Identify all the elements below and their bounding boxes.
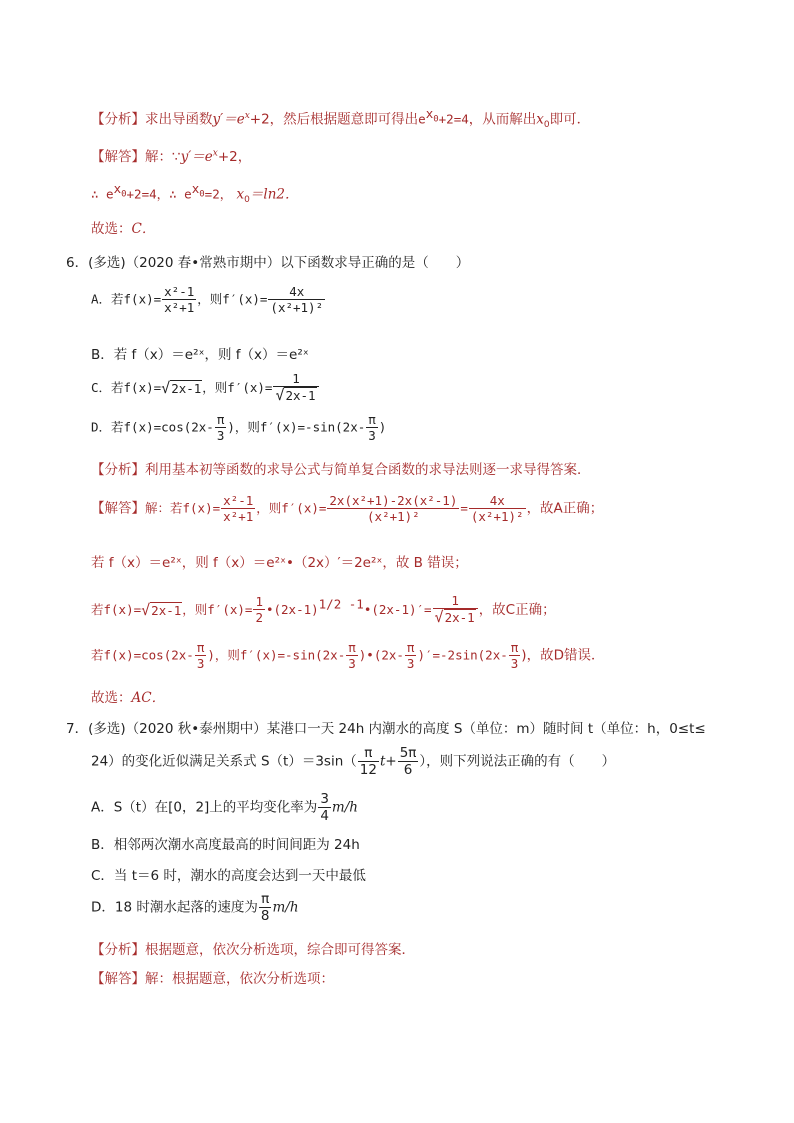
p7-option-a: A．S（t）在[0，2]上的平均变化率为 $\frac{3}{4}$ m/h	[91, 791, 358, 825]
p5-choose-line: 故选：C．	[91, 221, 156, 237]
fraction: $\frac{\pi}{3}$	[368, 412, 376, 444]
fraction: $\frac{3}{4}$	[320, 791, 329, 825]
p6-choose: 故选：AC．	[91, 690, 166, 706]
p6-option-c: C．若f(x)=√2x-1，则f′(x)= $\frac{1}{√2x-1}$	[91, 372, 320, 404]
p7-answer: 【解答】解：根据题意，依次分析选项：	[91, 971, 334, 987]
sqrt: √2x-1	[141, 600, 182, 619]
p6-option-d: D．若f(x)=cos(2x- $\frac{\pi}{3}$ )，则f′(x)=-sin(2x- $\frac{\pi}{3}$ )	[91, 412, 387, 444]
sqrt: √2x-1	[161, 378, 202, 397]
fraction: $\frac{1}{√2x-1}$	[433, 594, 478, 626]
fraction: $\frac{\pi}{12}$	[359, 745, 377, 779]
fraction: $\frac{\pi}{3}$	[216, 412, 225, 444]
fraction: $\frac{1}{2}$	[255, 594, 263, 626]
fraction: $\frac{4x}{\text{(x²+1)²}}$	[470, 493, 524, 525]
fraction: $\frac{\text{2x(x²+1)-2x(x²-1)}}{\text{(x²+1)²}}$	[329, 493, 458, 525]
fraction: $\frac{4x}{\text{(x²+1)²}}$	[270, 284, 324, 316]
p6-answer-d: 若f(x)=cos(2x- $\frac{\pi}{3}$ )，则f′(x)=-sin(2x- $\frac{\pi}{3}$ )•(2x- $\frac{\pi}{3}$ )′=-2sin(2x- $\frac{\pi}{3}$ )，故D错误．	[91, 640, 605, 672]
fraction: $\frac{5\pi}{6}$	[399, 745, 417, 779]
p5-derivation-line: ∴ $e^{x_0}+2=4$，∴ $e^{x_0}=2$， $x_0=\ln 2$．	[91, 181, 299, 206]
fraction: $\frac{\pi}{3}$	[406, 640, 415, 672]
p6-answer-b: 若 f（x）＝e²ˣ，则 f（x）＝e²ˣ•（2x）′＝2e²ˣ，故 B 错误；	[91, 555, 468, 571]
p6-option-b: B．若 f（x）＝e²ˣ，则 f（x）＝e²ˣ	[91, 347, 309, 363]
p5-answer-line: 【解答】解：$\because y'=e^x+2$，	[91, 148, 252, 165]
p7-option-c: C．当 t＝6 时，潮水的高度会达到一天中最低	[91, 868, 366, 884]
fraction: $\frac{\pi}{3}$	[510, 640, 519, 672]
p7-stem-line2: 24）的变化近似满足关系式 S（t）＝3sin（ $\frac{\pi}{12}$ t+ $\frac{5\pi}{6}$ ），则下列说法正确的有（ ）	[91, 745, 616, 779]
p6-option-a: A．若f(x)= $\frac{\text{x²-1}}{\text{x²+1}}$ ，则f′(x)= $\frac{4x}{\text{(x²+1)²}}$	[91, 284, 324, 316]
analysis-tag: 【分析】	[91, 111, 145, 128]
p7-analysis: 【分析】根据题意，依次分析选项，综合即可得答案．	[91, 942, 415, 958]
p6-answer-c: 若f(x)=√2x-1，则f′(x)= $\frac{1}{2}$ $•(2x-1)^{1/2 -1}•(2x-1)'=$ $\frac{1}{√2x-1}$ ，故C正确；	[91, 593, 556, 627]
fraction: $\frac{\text{x²-1}}{\text{x²+1}}$	[164, 284, 195, 316]
fraction: $\frac{\text{x²-1}}{\text{x²+1}}$	[223, 493, 254, 525]
p7-option-b: B．相邻两次潮水高度最高的时间间距为 24h	[91, 837, 360, 853]
p6-stem: 6．(多选)（2020 春•常熟市期中）以下函数求导正确的是（ ）	[66, 255, 470, 271]
p5-analysis-line: 【分析】求出导函数$y'=e^x+2$，然后根据题意即可得出$e^{x_0}+2=4$，从而解出$x_0$即可．	[91, 106, 591, 131]
p6-answer-a: 【解答】解：若f(x)= $\frac{\text{x²-1}}{\text{x²+1}}$ ，则f′(x)= $\frac{\text{2x(x²+1)-2x(x²-1)}}{\text{(x²+1)²}}$ = $\frac{4x}{\text{(x²+1)²}}$ ，故A正确；	[91, 493, 604, 525]
fraction: $\frac{\pi}{3}$	[196, 640, 205, 672]
fraction: $\frac{\pi}{3}$	[348, 640, 356, 672]
p7-option-d: D．18 时潮水起落的速度为 $\frac{\pi}{8}$ m/h	[91, 891, 299, 925]
answer-tag: 【解答】	[91, 149, 145, 165]
fraction: $\frac{1}{√2x-1}$	[273, 372, 318, 404]
p7-stem-line1: 7．(多选)（2020 秋•泰州期中）某港口一天 24h 内潮水的高度 S（单位：m）随时间 t（单位：h，0≤t≤	[66, 721, 706, 737]
fraction: $\frac{\pi}{8}$	[260, 891, 270, 925]
p6-analysis: 【分析】利用基本初等函数的求导公式与简单复合函数的求导法则逐一求导得答案．	[91, 462, 591, 478]
